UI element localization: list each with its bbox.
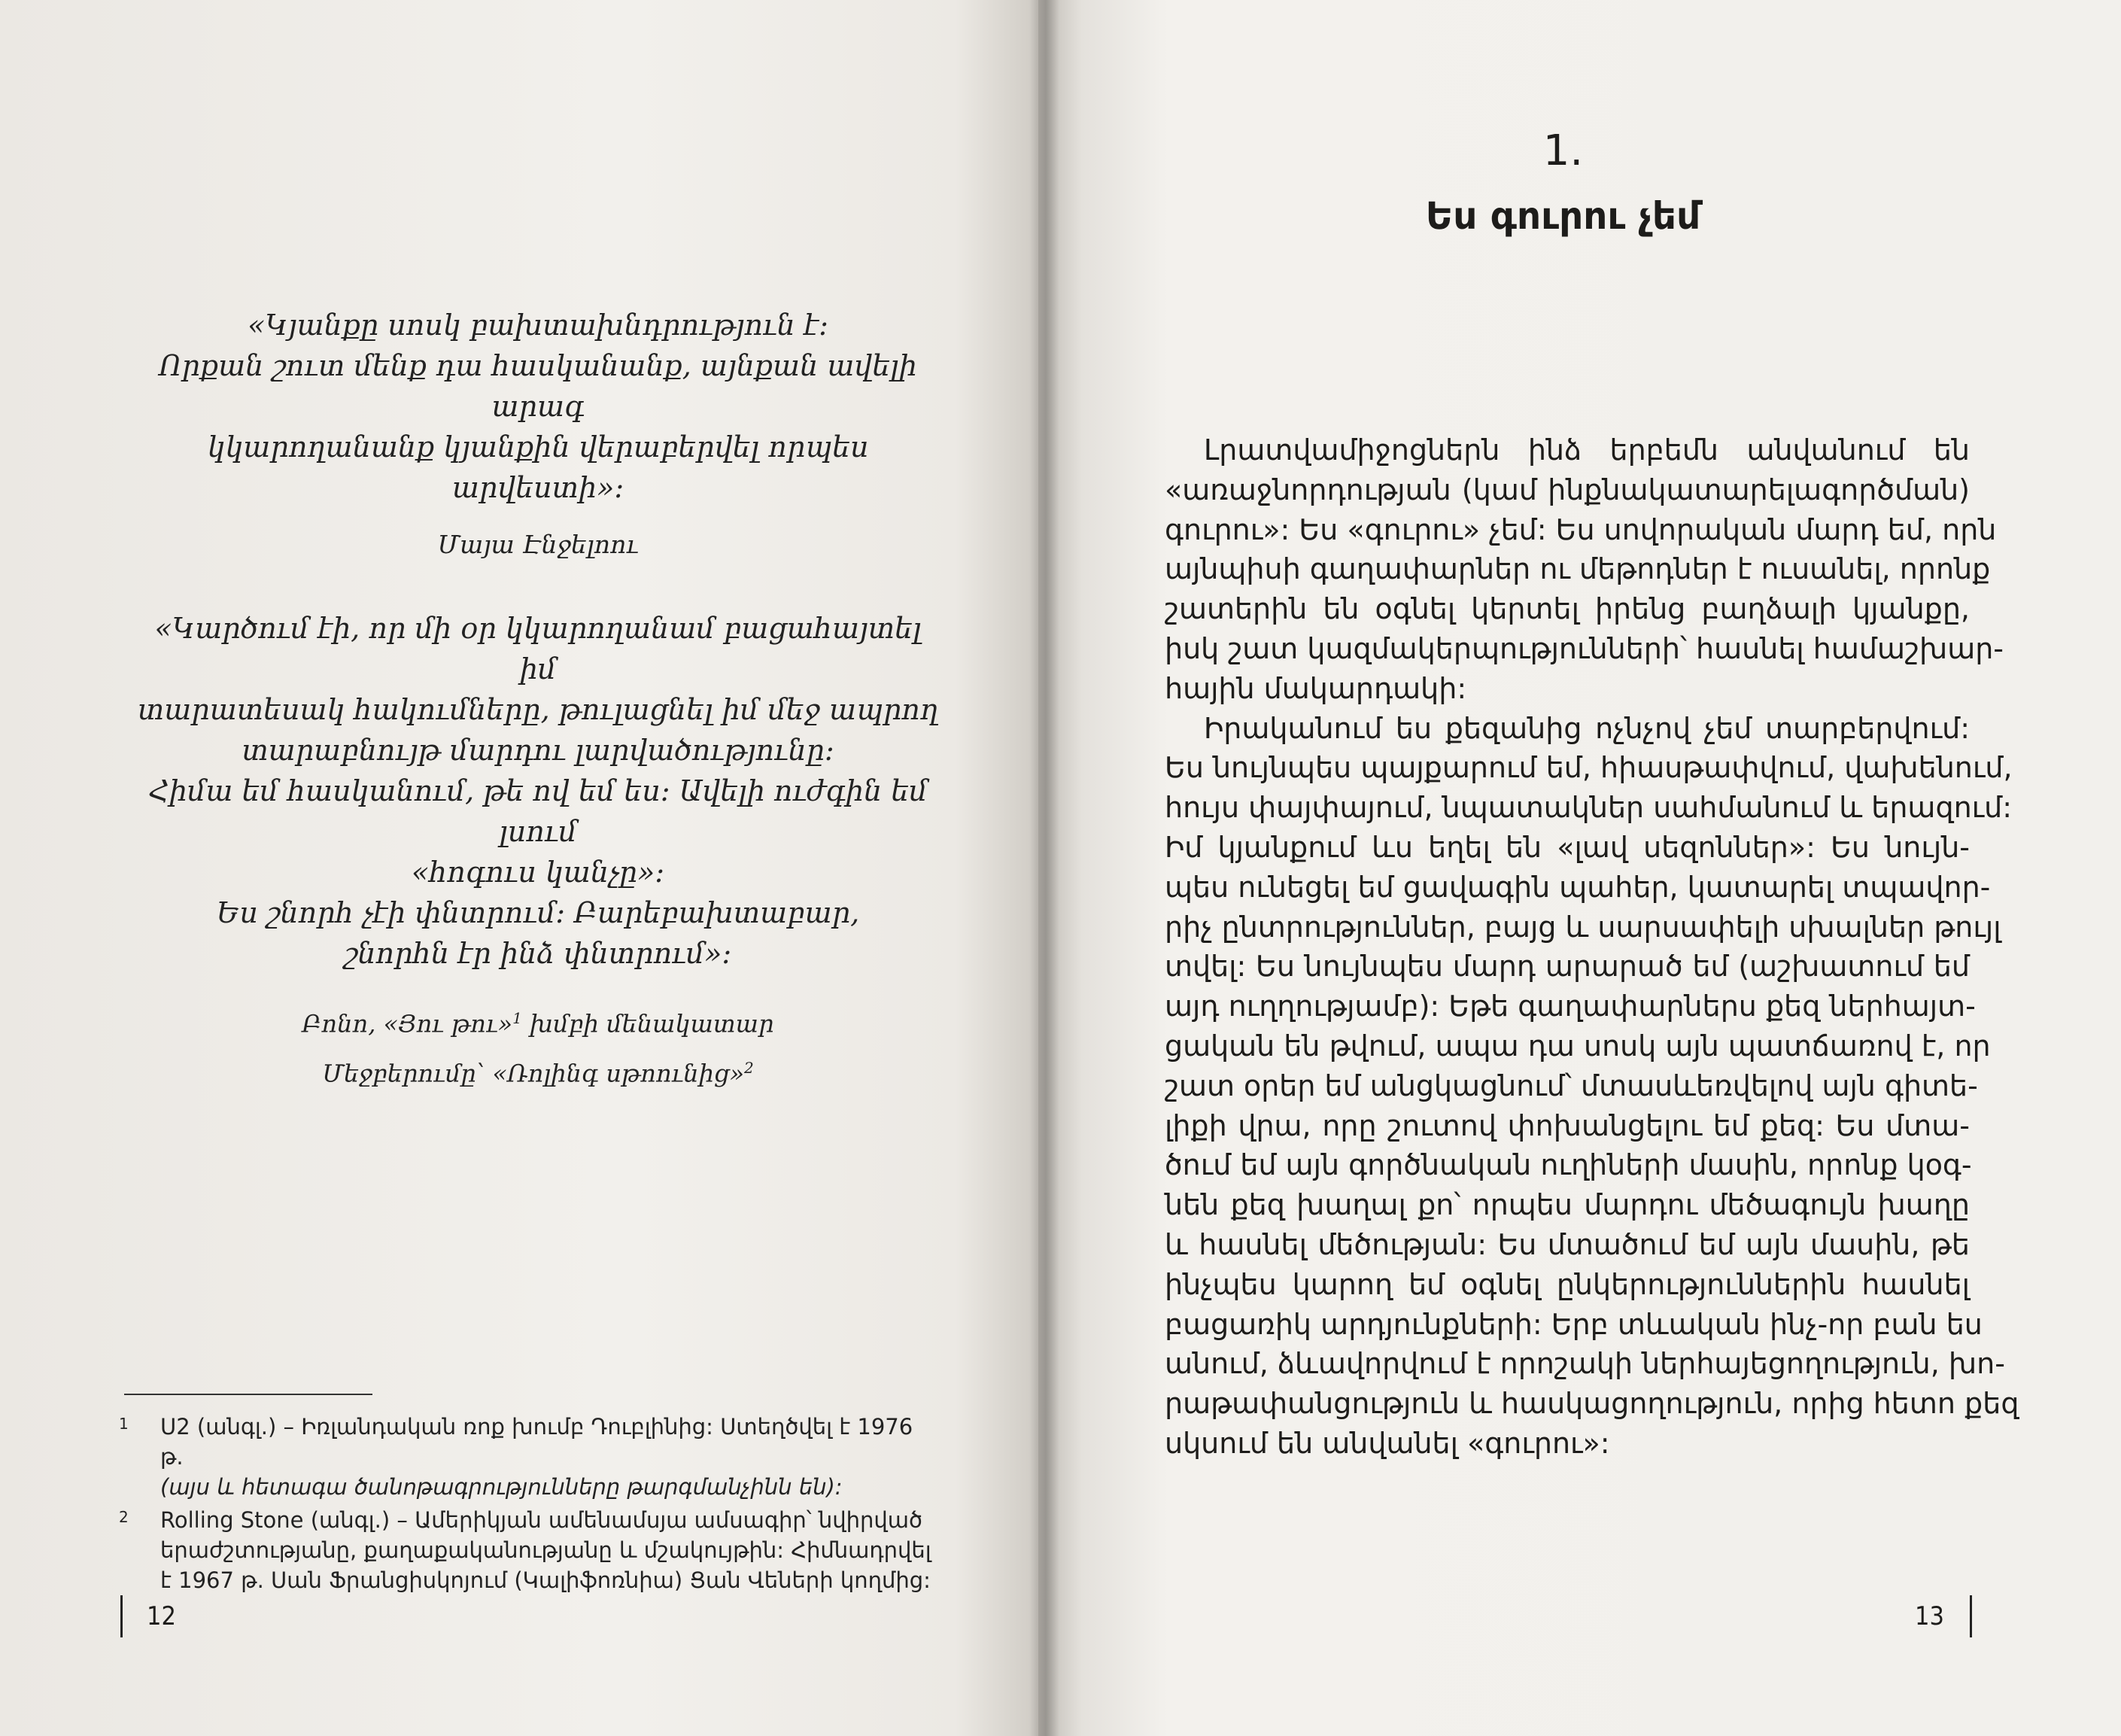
epigraph-line: «հոգուս կանչը»: bbox=[411, 856, 665, 889]
footnote-line: երաժշտությանը, քաղաքականությանը և մշակույթին: Հիմնադրվել bbox=[160, 1537, 931, 1563]
epigraph-line: շնորհն էր ինձ փնտրում»: bbox=[344, 937, 732, 970]
chapter-number: 1. bbox=[1542, 126, 1584, 175]
body-line: սկսում են անվանել «գուրու»: bbox=[1165, 1426, 1610, 1460]
footnote-line: Rolling Stone (անգլ.) – Ամերիկյան ամենամսյա ամսագիր՝ նվիրված bbox=[160, 1507, 923, 1533]
chapter-body bbox=[1165, 430, 2019, 1464]
footnote-2 bbox=[119, 1505, 939, 1595]
folio-rule bbox=[120, 1595, 123, 1637]
footnote-line: (այս և հետագա ծանոթագրությունները թարգմանչինն են): bbox=[160, 1474, 843, 1500]
epigraph-bono bbox=[135, 608, 940, 1095]
body-line: այդ ուղղությամբ): Եթե գաղափարներս քեզ ներհայտ- bbox=[1165, 990, 1976, 1023]
attribution-source: Մեջբերումը՝ «Ռոլինգ սթոունից» bbox=[322, 1059, 745, 1088]
epigraph-author: Մայա Էնջելոու bbox=[437, 530, 639, 559]
epigraph-line: «Կարծում էի, որ մի օր կկարողանամ բացահայտել իմ bbox=[154, 612, 922, 686]
body-line: Լրատվամիջոցներն ինձ երբեմն անվանում են bbox=[1204, 433, 1970, 467]
body-line: ցական են թվում, ապա դա սոսկ այն պատճառով է, որ bbox=[1165, 1029, 1991, 1063]
footnote-line: U2 (անգլ.) – Իռլանդական ռոք խումբ Դուբլինից: Ստեղծվել է 1976 թ. bbox=[160, 1414, 913, 1470]
body-line: «առաջնորդության (կամ ինքնակատարելագործման) bbox=[1165, 473, 1970, 506]
footnotes bbox=[119, 1412, 939, 1598]
body-line: բացառիկ արդյունքների: Երբ տևական ինչ-որ բան ես bbox=[1165, 1307, 1983, 1341]
epigraph-line: կկարողանանք կյանքին վերաբերվել որպես արվեստի»: bbox=[207, 430, 869, 504]
page-number: 13 bbox=[1915, 1601, 1944, 1631]
epigraph-angelou bbox=[135, 305, 940, 565]
body-line: ծում եմ այն գործնական ուղիների մասին, որոնք կօգ- bbox=[1165, 1148, 1972, 1182]
footnote-1 bbox=[119, 1412, 939, 1502]
footnote-line: է 1967 թ. Սան Ֆրանցիսկոյում (Կալիֆոռնիա) Ցան Վեների կողմից: bbox=[160, 1567, 931, 1593]
footnote-ref-1: 1 bbox=[512, 1009, 522, 1027]
body-line: գուրու»: Ես «գուրու» չեմ: Ես սովորական մարդ եմ, որն bbox=[1165, 512, 1997, 546]
body-line: րիչ ընտրություններ, բայց և սարսափելի սխալներ թույլ bbox=[1165, 910, 2001, 944]
body-line: նեն քեզ խաղալ քո՝ որպես մարդու մեծագույն խաղը bbox=[1165, 1188, 1970, 1222]
epigraph-line: Որքան շուտ մենք դա հասկանանք, այնքան ավելի արագ bbox=[159, 349, 917, 423]
body-line: իսկ շատ կազմակերպությունների՝ հասնել համաշխար- bbox=[1165, 631, 2004, 665]
body-line: շատ օրեր եմ անցկացնում՝ մտասևեռվելով այն գիտե- bbox=[1165, 1069, 1978, 1102]
body-line: ինչպես կարող եմ օգնել ընկերություններին հասնել bbox=[1165, 1267, 1970, 1301]
left-page bbox=[0, 0, 1038, 1736]
chapter-title: Ես գուրու չեմ bbox=[1425, 194, 1701, 238]
body-line: հային մակարդակի: bbox=[1165, 671, 1467, 705]
body-line: և հասնել մեծության: Ես մտածում եմ այն մասին, թե bbox=[1165, 1227, 1970, 1261]
footnote-number: 1 bbox=[119, 1415, 129, 1433]
body-line: անում, ձևավորվում է որոշակի ներհայեցողություն, խո- bbox=[1165, 1347, 2005, 1381]
book-gutter bbox=[1029, 0, 1059, 1736]
attribution-text: խմբի մենակատար bbox=[521, 1009, 774, 1038]
folio-rule bbox=[1970, 1595, 1972, 1637]
epigraph-attribution bbox=[135, 996, 940, 1095]
body-line: Իմ կյանքում ևս եղել են «լավ սեզոններ»: Ես նույն- bbox=[1165, 830, 1970, 864]
attribution-text: Բոնո, «Յու թու» bbox=[302, 1009, 513, 1038]
body-line: պես ունեցել եմ ցավագին պահեր, կատարել տպավոր- bbox=[1165, 870, 1991, 904]
body-line: լիքի վրա, որը շուտով փոխանցելու եմ քեզ: Ես մտա- bbox=[1165, 1108, 1970, 1142]
body-line: հույս փայփայում, նպատակներ սահմանում և երազում: bbox=[1165, 791, 2013, 825]
page-number: 12 bbox=[147, 1601, 176, 1631]
footnote-ref-2: 2 bbox=[744, 1058, 754, 1077]
footnote-divider bbox=[124, 1394, 372, 1395]
body-line: շատերին են օգնել կերտել իրենց բաղձալի կյանքը, bbox=[1165, 592, 1970, 626]
epigraph-line: տարաբնույթ մարդու լարվածությունը: bbox=[242, 734, 834, 767]
body-line: րաթափանցություն և հասկացողություն, որից հետո քեզ bbox=[1165, 1387, 2019, 1421]
footnote-number: 2 bbox=[119, 1508, 129, 1526]
epigraph-line: Հիմա եմ հասկանում, թե ով եմ ես: Ավելի ուժգին եմ լսում bbox=[148, 774, 928, 848]
body-line: այնպիսի գաղափարներ ու մեթոդներ է ուսանել, որոնք bbox=[1165, 552, 1991, 586]
body-line: Ես նույնպես պայքարում եմ, հիասթափվում, վախենում, bbox=[1165, 751, 2013, 785]
epigraph-line: «Կյանքը սոսկ բախտախնդրություն է: bbox=[248, 309, 828, 342]
body-line: տվել: Ես նույնպես մարդ արարած եմ (աշխատում եմ bbox=[1165, 950, 1970, 984]
epigraph-line: Ես շնորհ չէի փնտրում: Բարեբախտաբար, bbox=[216, 896, 860, 929]
body-line: Իրականում ես քեզանից ոչնչով չեմ տարբերվում: bbox=[1204, 711, 1970, 745]
epigraph-line: տարատեսակ հակումները, թուլացնել իմ մեջ ապրող bbox=[137, 693, 939, 726]
